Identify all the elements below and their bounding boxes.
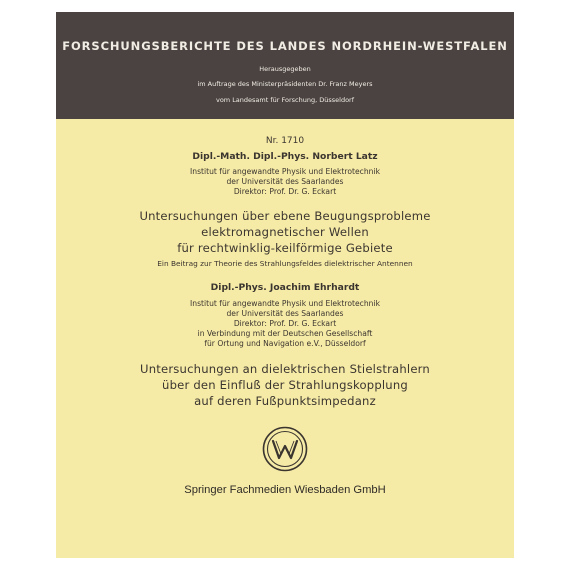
author-1: Dipl.-Math. Dipl.-Phys. Norbert Latz (192, 151, 378, 162)
institute-1-line-2: der Universität des Saarlandes (226, 177, 344, 186)
series-header-band (56, 12, 514, 119)
editor-line-1: Herausgegeben (259, 65, 311, 73)
title-1-line-3: für rechtwinklig-keilförmige Gebiete (177, 241, 393, 255)
title-2-line-3: auf deren Fußpunktsimpedanz (194, 394, 376, 408)
title-2-line-1: Untersuchungen an dielektrischen Stielstrahlern (140, 362, 430, 376)
title-2-line-2: über den Einfluß der Strahlungskopplung (162, 378, 408, 392)
publisher-name: Springer Fachmedien Wiesbaden GmbH (184, 484, 386, 496)
institute-1-line-3: Direktor: Prof. Dr. G. Eckart (233, 187, 337, 196)
institute-2-line-2: der Universität des Saarlandes (226, 309, 344, 318)
series-title: FORSCHUNGSBERICHTE DES LANDES NORDRHEIN-WESTFALEN (62, 39, 508, 53)
title-1-line-1: Untersuchungen über ebene Beugungsprobleme (139, 209, 431, 223)
institute-2-line-5: für Ortung und Navigation e.V., Düsseldorf (204, 339, 366, 348)
editor-line-2: im Auftrage des Ministerpräsidenten Dr. Franz Meyers (197, 80, 373, 88)
publisher-logo-icon (262, 426, 308, 472)
author-2: Dipl.-Phys. Joachim Ehrhardt (210, 282, 360, 293)
title-1-line-2: elektromagnetischer Wellen (201, 225, 369, 239)
institute-2-line-3: Direktor: Prof. Dr. G. Eckart (233, 319, 337, 328)
editor-line-3: vom Landesamt für Forschung, Düsseldorf (215, 96, 355, 104)
volume-number: Nr. 1710 (265, 136, 305, 146)
institute-2-line-1: Institut für angewandte Physik und Elektrotechnik (190, 299, 380, 308)
institute-2-line-4: in Verbindung mit der Deutschen Gesellschaft (197, 329, 373, 338)
book-cover (56, 12, 514, 558)
subtitle-1: Ein Beitrag zur Theorie des Strahlungsfeldes dielektrischer Antennen (157, 259, 413, 268)
institute-1-line-1: Institut für angewandte Physik und Elektrotechnik (190, 167, 380, 176)
